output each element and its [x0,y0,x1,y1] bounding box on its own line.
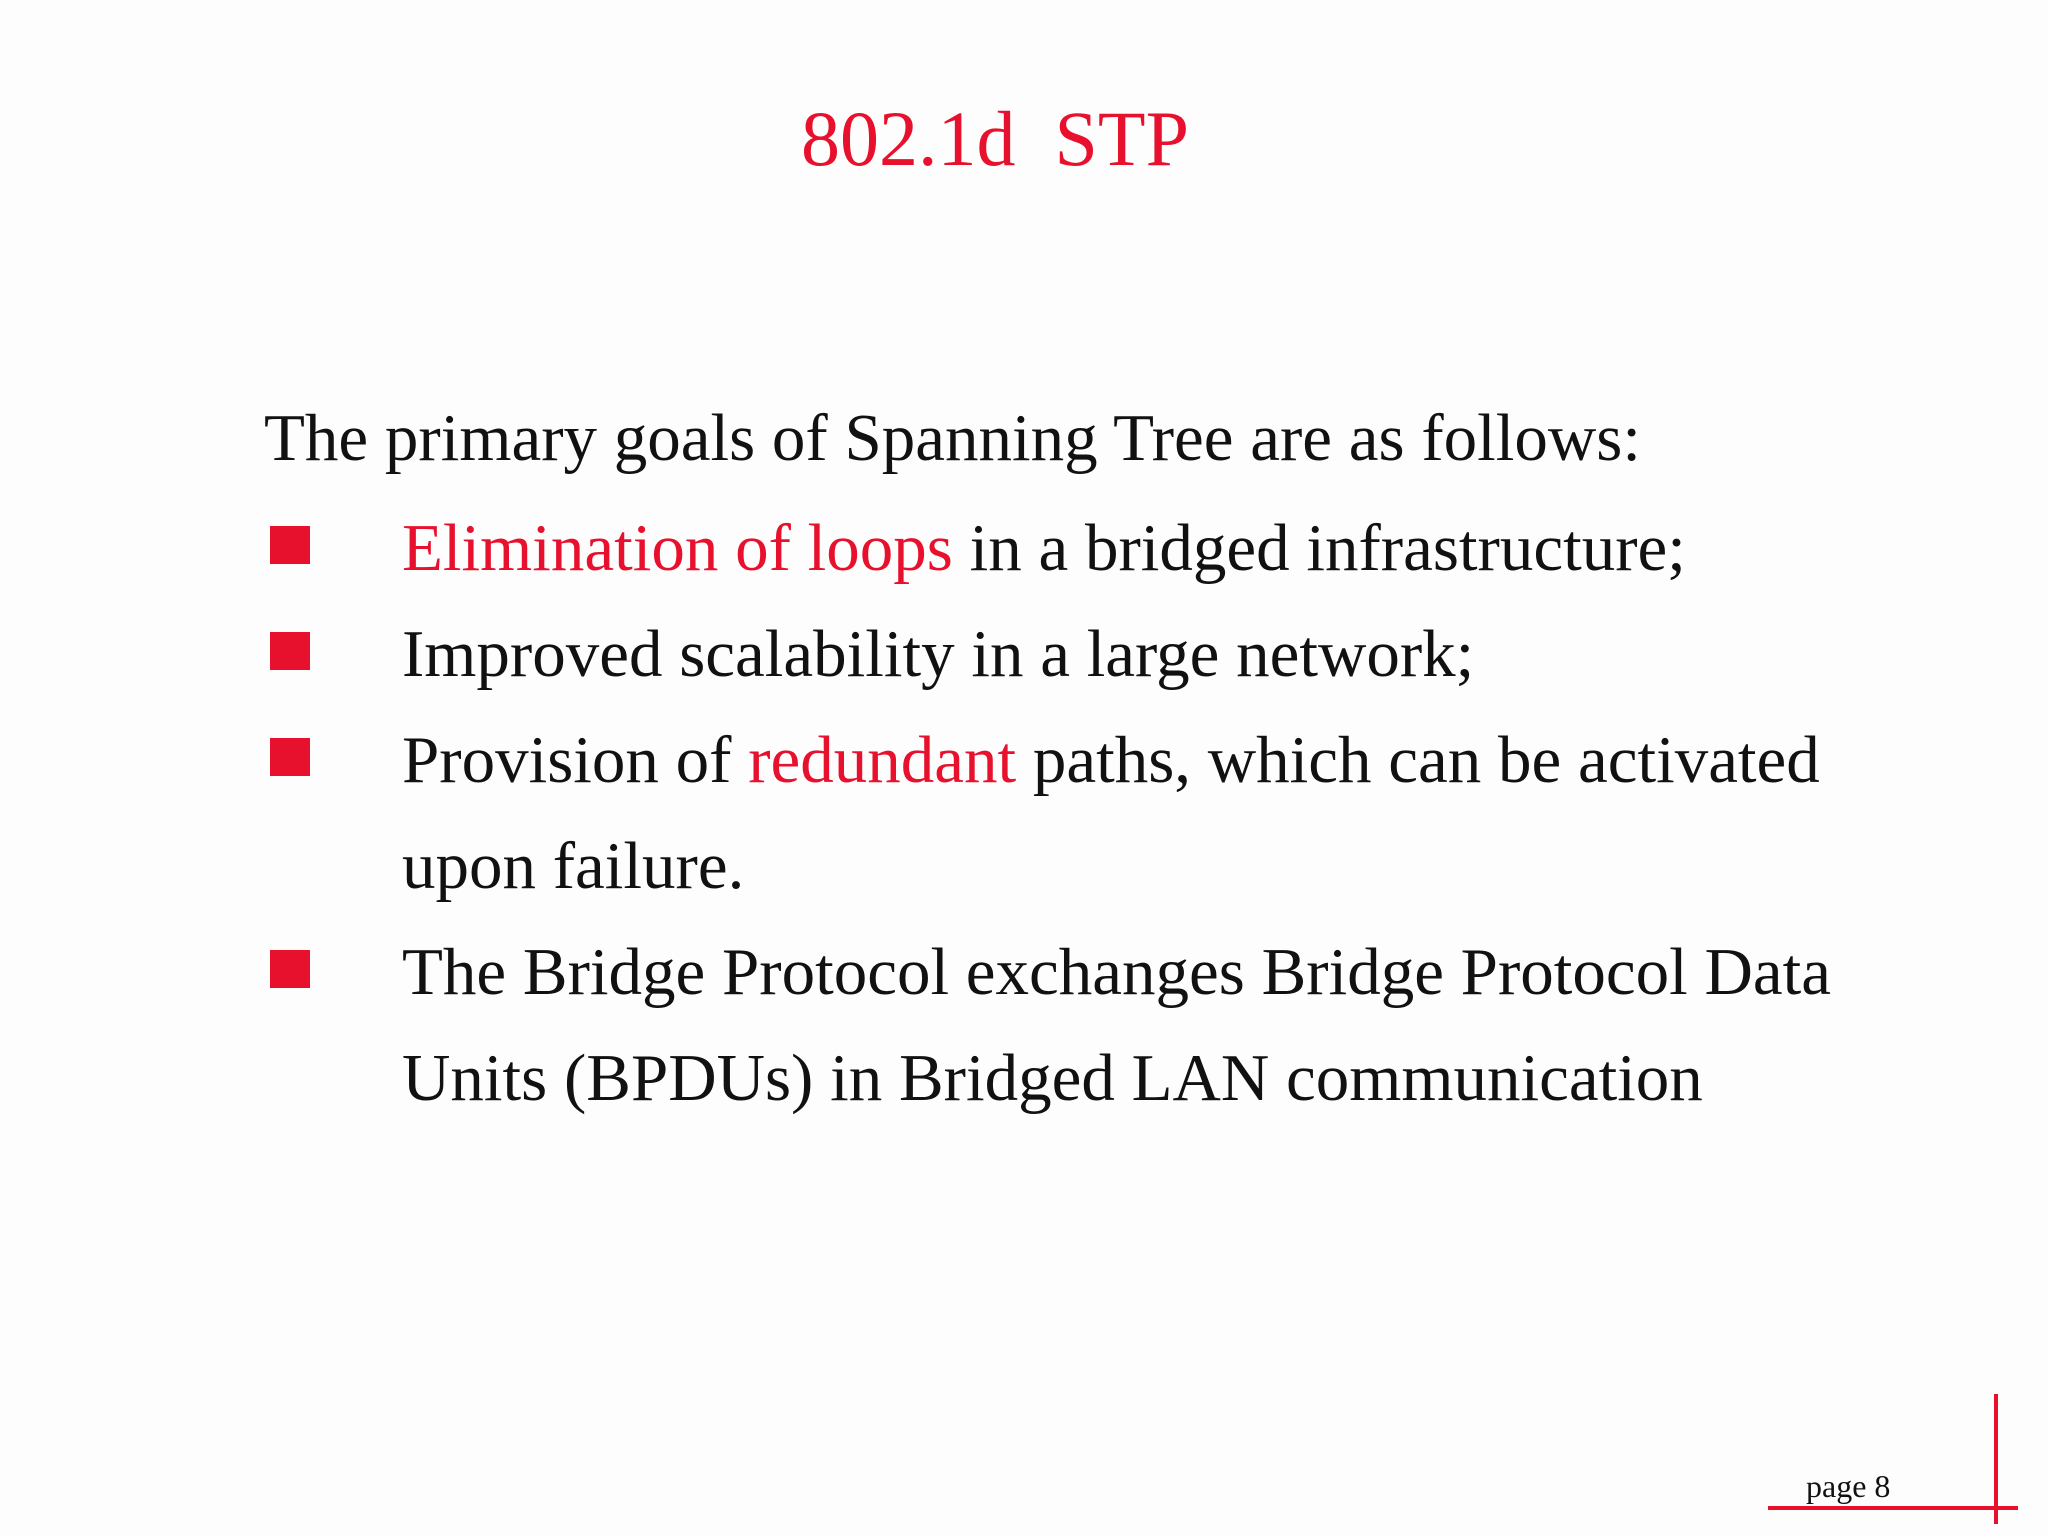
square-bullet-icon [270,950,310,988]
bullet-3-text-before: Provision of [402,723,749,797]
square-bullet-icon [270,526,310,564]
square-bullet-icon [270,632,310,670]
footer-horizontal-rule [1768,1506,2018,1510]
square-bullet-icon [270,738,310,776]
bullet-2-text: Improved scalability in a large network; [402,617,1475,691]
bullet-1-text: in a bridged infrastructure; [952,511,1686,585]
bullet-item-1 [402,511,1686,585]
footer-vertical-rule [1994,1394,1998,1524]
intro-text: The primary goals of Spanning Tree are as follows: [264,401,1641,475]
bullet-4-text: The Bridge Protocol exchanges Bridge Protocol Data [402,935,1831,1009]
highlight-redundant: redundant [748,723,1017,797]
page-number: page 8 [1806,1468,1891,1504]
bullet-item-4 [402,935,1831,1009]
bullet-item-3 [402,723,1820,797]
bullet-item-4-continuation: Units (BPDUs) in Bridged LAN communication [402,1041,1703,1115]
bullet-item-2 [402,617,1475,691]
bullet-item-3-continuation: upon failure. [402,829,745,903]
bullet-3-text-after: paths, which can be activated [1016,723,1820,797]
highlight-elimination-of-loops: Elimination of loops [402,511,953,585]
slide-title: 802.1d STP [801,95,1189,182]
